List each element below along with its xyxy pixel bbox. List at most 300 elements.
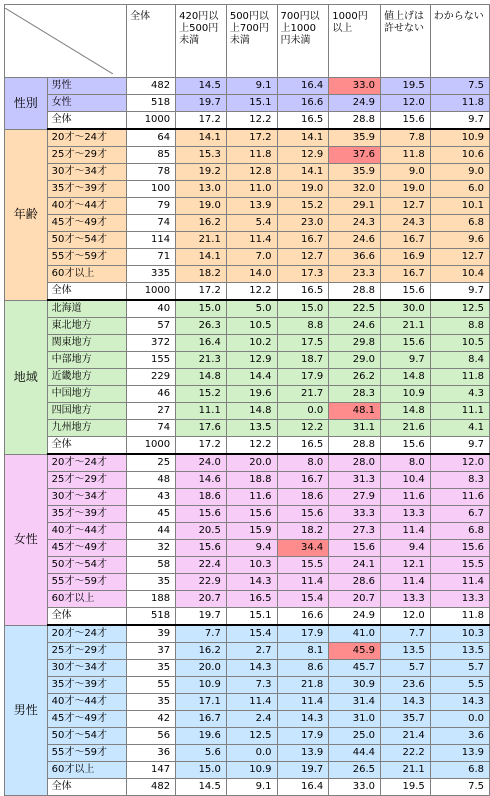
table-row [5,677,490,694]
value-cell: 16.7 [381,232,431,249]
corner-diagonal-line [5,8,113,74]
value-cell: 12.2 [277,420,329,437]
value-cell: 24.6 [329,318,381,335]
value-cell: 6.7 [430,506,489,523]
value-cell: 15.6 [176,540,227,557]
value-cell: 20.0 [226,454,277,472]
value-cell: 35.9 [329,164,381,181]
value-cell: 6.8 [430,215,489,232]
row-label: 四国地方 [47,403,127,420]
value-cell: 11.8 [226,147,277,164]
value-cell: 18.6 [277,489,329,506]
value-cell: 11.8 [430,95,489,112]
value-cell: 24.9 [329,608,381,626]
value-cell: 10.5 [226,318,277,335]
value-cell: 12.9 [226,352,277,369]
value-cell: 24.9 [329,95,381,112]
value-cell: 24.3 [381,215,431,232]
value-cell: 11.1 [430,403,489,420]
value-cell: 11.6 [430,489,489,506]
value-cell: 31.0 [329,711,381,728]
value-cell: 21.3 [176,352,227,369]
header-420-500: 420円以上500円未満 [176,5,227,78]
row-label: 近畿地方 [47,369,127,386]
row-total-count: 85 [127,147,176,164]
value-cell: 5.5 [430,677,489,694]
table-row [5,198,490,215]
value-cell: 16.4 [277,78,329,95]
row-total-count: 58 [127,557,176,574]
value-cell: 11.4 [277,694,329,711]
table-row [5,625,490,643]
value-cell: 11.4 [277,574,329,591]
row-total-count: 27 [127,403,176,420]
value-cell: 14.3 [277,711,329,728]
value-cell: 28.8 [329,437,381,455]
value-cell: 7.7 [176,625,227,643]
table-row [5,420,490,437]
value-cell: 12.7 [277,249,329,266]
value-cell: 9.4 [381,540,431,557]
value-cell: 19.7 [176,608,227,626]
value-cell: 18.2 [277,523,329,540]
value-cell: 24.3 [329,215,381,232]
table-row [5,660,490,677]
row-label: 60才以上 [47,591,127,608]
value-cell: 4.3 [430,386,489,403]
value-cell: 16.5 [277,112,329,130]
value-cell: 11.4 [226,694,277,711]
value-cell: 18.7 [277,352,329,369]
survey-crosstab-table [4,4,490,796]
value-cell: 30.9 [329,677,381,694]
value-cell: 13.3 [381,591,431,608]
header-no-increase: 値上げは許せない [381,5,431,78]
value-cell: 13.9 [430,745,489,762]
value-cell: 19.7 [176,95,227,112]
value-cell: 14.8 [381,369,431,386]
value-cell: 26.2 [329,369,381,386]
value-cell: 16.4 [277,779,329,796]
header-total: 全体 [127,5,176,78]
value-cell: 16.6 [277,608,329,626]
table-row [5,95,490,112]
value-cell: 4.1 [430,420,489,437]
value-cell: 15.6 [381,112,431,130]
table-row [5,643,490,660]
row-total-count: 74 [127,420,176,437]
row-label: 55才～59才 [47,574,127,591]
value-cell: 5.7 [381,660,431,677]
value-cell: 17.6 [176,420,227,437]
value-cell: 15.1 [226,608,277,626]
value-cell: 32.0 [329,181,381,198]
value-cell: 11.1 [176,403,227,420]
value-cell: 12.2 [226,437,277,455]
table-total-row [5,608,490,626]
row-total-count: 64 [127,129,176,147]
value-cell: 12.9 [277,147,329,164]
table-row [5,523,490,540]
value-cell: 26.3 [176,318,227,335]
value-cell: 16.9 [381,249,431,266]
row-label: 60才以上 [47,762,127,779]
value-cell: 12.1 [381,557,431,574]
table-total-row [5,437,490,455]
value-cell: 12.0 [430,454,489,472]
value-cell: 2.4 [226,711,277,728]
value-cell: 11.4 [381,523,431,540]
value-cell: 12.8 [226,164,277,181]
row-total-count: 35 [127,660,176,677]
value-cell: 6.0 [430,181,489,198]
row-total-count: 518 [127,608,176,626]
row-total-count: 372 [127,335,176,352]
value-cell: 2.7 [226,643,277,660]
table-total-row [5,779,490,796]
row-total-count: 39 [127,625,176,643]
value-cell: 15.5 [277,557,329,574]
value-cell: 11.4 [430,574,489,591]
row-label: 35才～39才 [47,506,127,523]
value-cell: 28.0 [329,454,381,472]
table-row [5,249,490,266]
header-700-1000: 700円以上1000円未満 [277,5,329,78]
row-label: 35才～39才 [47,677,127,694]
row-label: 全体 [47,112,127,130]
group-label: 性別 [5,78,48,130]
value-cell: 27.3 [329,523,381,540]
table-row [5,728,490,745]
value-cell: 14.6 [176,472,227,489]
row-label: 全体 [47,437,127,455]
value-cell: 16.4 [176,335,227,352]
value-cell: 16.2 [176,215,227,232]
value-cell: 21.1 [381,318,431,335]
value-cell: 19.7 [277,762,329,779]
table-row [5,300,490,318]
row-label: 45才～49才 [47,215,127,232]
value-cell: 10.9 [430,129,489,147]
row-total-count: 335 [127,266,176,283]
value-cell: 9.1 [226,779,277,796]
value-cell: 14.5 [176,78,227,95]
value-cell: 12.7 [381,198,431,215]
row-total-count: 482 [127,78,176,95]
table-row [5,164,490,181]
row-label: 20才～24才 [47,454,127,472]
table-row [5,266,490,283]
corner-cell [5,5,127,78]
value-cell: 15.0 [176,300,227,318]
value-cell: 10.3 [430,625,489,643]
row-label: 25才～29才 [47,147,127,164]
row-total-count: 147 [127,762,176,779]
value-cell: 33.0 [329,78,381,95]
value-cell: 11.8 [430,608,489,626]
row-total-count: 518 [127,95,176,112]
value-cell: 10.2 [226,335,277,352]
value-cell: 12.0 [381,608,431,626]
value-cell: 5.4 [226,215,277,232]
value-cell: 12.2 [226,112,277,130]
value-cell: 12.5 [430,300,489,318]
value-cell: 8.0 [381,454,431,472]
row-total-count: 32 [127,540,176,557]
value-cell: 45.7 [329,660,381,677]
row-label: 東北地方 [47,318,127,335]
row-total-count: 74 [127,215,176,232]
value-cell: 15.6 [381,283,431,301]
group-label: 地域 [5,300,48,454]
value-cell: 17.2 [226,129,277,147]
value-cell: 31.1 [329,420,381,437]
row-total-count: 1000 [127,437,176,455]
value-cell: 22.9 [176,574,227,591]
value-cell: 10.9 [176,677,227,694]
table-row [5,711,490,728]
value-cell: 12.7 [430,249,489,266]
value-cell: 6.8 [430,523,489,540]
value-cell: 15.6 [329,540,381,557]
value-cell: 15.6 [176,506,227,523]
value-cell: 17.9 [277,625,329,643]
row-label: 関東地方 [47,335,127,352]
value-cell: 37.6 [329,147,381,164]
table-row [5,335,490,352]
value-cell: 21.4 [381,728,431,745]
row-total-count: 482 [127,779,176,796]
value-cell: 15.6 [226,506,277,523]
value-cell: 17.3 [277,266,329,283]
value-cell: 17.2 [176,112,227,130]
value-cell: 19.5 [381,78,431,95]
row-total-count: 40 [127,300,176,318]
row-label: 30才～34才 [47,164,127,181]
value-cell: 20.0 [176,660,227,677]
value-cell: 31.4 [329,694,381,711]
value-cell: 33.0 [329,779,381,796]
value-cell: 36.6 [329,249,381,266]
value-cell: 5.7 [430,660,489,677]
value-cell: 10.5 [430,335,489,352]
value-cell: 8.3 [430,472,489,489]
value-cell: 29.8 [329,335,381,352]
value-cell: 7.8 [381,129,431,147]
row-total-count: 155 [127,352,176,369]
table-row [5,352,490,369]
row-total-count: 55 [127,677,176,694]
value-cell: 17.1 [176,694,227,711]
row-total-count: 100 [127,181,176,198]
value-cell: 9.7 [381,352,431,369]
value-cell: 21.1 [381,762,431,779]
table-row [5,762,490,779]
value-cell: 11.4 [226,232,277,249]
row-label: 20才～24才 [47,129,127,147]
group-label: 年齢 [5,129,48,300]
row-total-count: 78 [127,164,176,181]
value-cell: 20.7 [329,591,381,608]
value-cell: 8.1 [277,643,329,660]
value-cell: 15.0 [277,300,329,318]
value-cell: 28.8 [329,112,381,130]
value-cell: 9.7 [430,283,489,301]
row-label: 60才以上 [47,266,127,283]
value-cell: 5.6 [176,745,227,762]
row-label: 55才～59才 [47,745,127,762]
value-cell: 15.4 [226,625,277,643]
value-cell: 14.0 [226,266,277,283]
row-label: 40才～44才 [47,694,127,711]
value-cell: 23.3 [329,266,381,283]
table-row [5,694,490,711]
row-total-count: 35 [127,694,176,711]
value-cell: 22.2 [381,745,431,762]
value-cell: 21.1 [176,232,227,249]
row-label: 男性 [47,78,127,95]
table-row [5,215,490,232]
row-total-count: 1000 [127,283,176,301]
value-cell: 15.9 [226,523,277,540]
value-cell: 15.4 [277,591,329,608]
row-label: 女性 [47,95,127,112]
value-cell: 17.2 [176,283,227,301]
value-cell: 14.3 [226,660,277,677]
value-cell: 10.4 [430,266,489,283]
value-cell: 14.1 [277,129,329,147]
row-label: 50才～54才 [47,557,127,574]
row-label: 25才～29才 [47,643,127,660]
row-total-count: 79 [127,198,176,215]
table-row [5,557,490,574]
row-total-count: 37 [127,643,176,660]
value-cell: 15.6 [277,506,329,523]
value-cell: 21.6 [381,420,431,437]
value-cell: 15.6 [381,437,431,455]
value-cell: 15.2 [176,386,227,403]
value-cell: 12.2 [226,283,277,301]
value-cell: 13.3 [430,591,489,608]
value-cell: 21.7 [277,386,329,403]
value-cell: 14.8 [381,403,431,420]
value-cell: 24.0 [176,454,227,472]
value-cell: 35.9 [329,129,381,147]
row-total-count: 56 [127,728,176,745]
value-cell: 19.2 [176,164,227,181]
value-cell: 10.4 [381,472,431,489]
value-cell: 7.5 [430,779,489,796]
row-total-count: 229 [127,369,176,386]
table-row [5,403,490,420]
value-cell: 10.1 [430,198,489,215]
value-cell: 19.0 [277,181,329,198]
row-label: 55才～59才 [47,249,127,266]
value-cell: 15.6 [381,335,431,352]
group-label: 男性 [5,625,48,796]
value-cell: 29.1 [329,198,381,215]
value-cell: 28.8 [329,283,381,301]
value-cell: 30.0 [381,300,431,318]
value-cell: 9.0 [430,164,489,181]
value-cell: 5.0 [226,300,277,318]
value-cell: 28.3 [329,386,381,403]
value-cell: 8.0 [277,454,329,472]
row-label: 50才～54才 [47,728,127,745]
value-cell: 0.0 [226,745,277,762]
row-total-count: 1000 [127,112,176,130]
value-cell: 15.2 [277,198,329,215]
value-cell: 26.5 [329,762,381,779]
value-cell: 24.1 [329,557,381,574]
table-row [5,232,490,249]
value-cell: 25.0 [329,728,381,745]
row-total-count: 36 [127,745,176,762]
value-cell: 9.0 [381,164,431,181]
header-500-700: 500円以上700円未満 [226,5,277,78]
value-cell: 9.6 [430,232,489,249]
value-cell: 14.8 [226,403,277,420]
value-cell: 20.7 [176,591,227,608]
table-row [5,181,490,198]
row-label: 全体 [47,608,127,626]
value-cell: 16.7 [176,711,227,728]
value-cell: 0.0 [430,711,489,728]
value-cell: 15.6 [430,540,489,557]
header-1000-plus: 1000円以上 [329,5,381,78]
value-cell: 6.8 [430,762,489,779]
value-cell: 48.1 [329,403,381,420]
value-cell: 11.8 [430,369,489,386]
value-cell: 19.6 [226,386,277,403]
table-row [5,540,490,557]
value-cell: 14.3 [226,574,277,591]
value-cell: 8.6 [277,660,329,677]
header-dont-know: わからない [430,5,489,78]
row-total-count: 44 [127,523,176,540]
value-cell: 16.7 [381,266,431,283]
value-cell: 28.6 [329,574,381,591]
table-row [5,591,490,608]
row-label: 全体 [47,283,127,301]
value-cell: 13.0 [176,181,227,198]
value-cell: 8.4 [430,352,489,369]
value-cell: 18.2 [176,266,227,283]
value-cell: 10.3 [226,557,277,574]
value-cell: 7.5 [430,78,489,95]
table-row [5,386,490,403]
value-cell: 11.8 [381,147,431,164]
value-cell: 33.3 [329,506,381,523]
row-label: 30才～34才 [47,489,127,506]
value-cell: 9.7 [430,437,489,455]
row-total-count: 35 [127,574,176,591]
row-total-count: 42 [127,711,176,728]
row-total-count: 114 [127,232,176,249]
value-cell: 13.5 [226,420,277,437]
value-cell: 3.6 [430,728,489,745]
value-cell: 19.0 [381,181,431,198]
value-cell: 44.4 [329,745,381,762]
row-label: 全体 [47,779,127,796]
value-cell: 11.6 [381,489,431,506]
value-cell: 16.5 [277,437,329,455]
table-row [5,472,490,489]
table-total-row [5,283,490,301]
value-cell: 10.9 [226,762,277,779]
value-cell: 18.6 [176,489,227,506]
table-row [5,129,490,147]
